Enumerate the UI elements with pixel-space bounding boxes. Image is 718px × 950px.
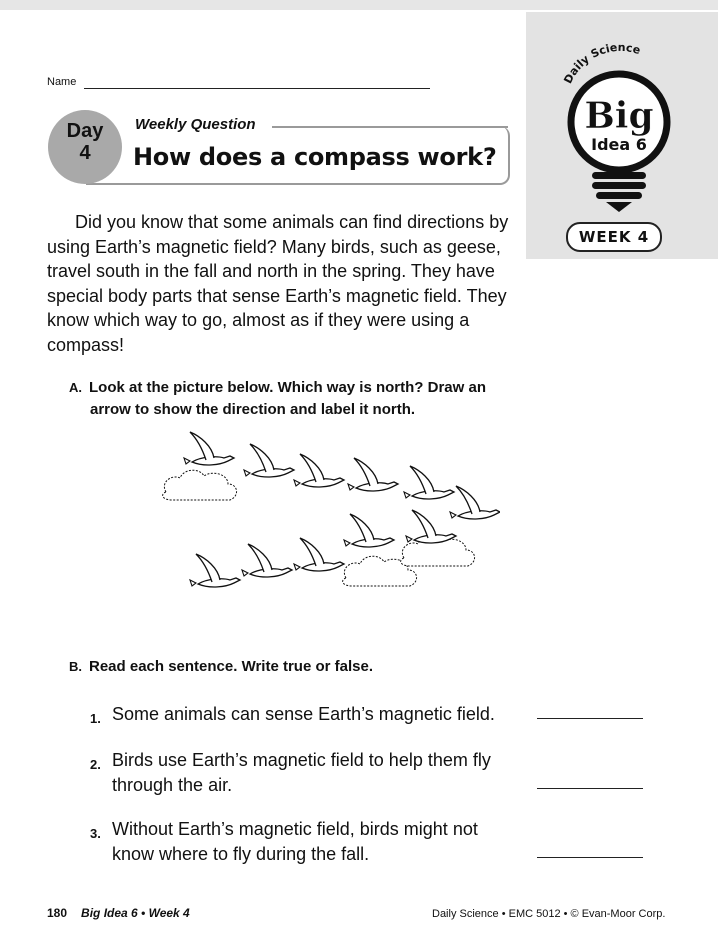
answer-blank-1[interactable] bbox=[537, 718, 643, 719]
question-text: Without Earth’s magnetic field, birds might not know where to fly during the fall. bbox=[112, 819, 478, 864]
badge-series: Daily Science bbox=[561, 40, 642, 86]
intro-text: Did you know that some animals can find directions by using Earth’s magnetic field? Many birds, such as geese, travel south in the fall and north in the spring. They have special body parts that sense Earth’s magnetic field. They know which way to go, almost as if they were using a compass! bbox=[47, 212, 509, 355]
section-b bbox=[69, 658, 373, 675]
page-title: How does a compass work? bbox=[133, 143, 497, 171]
question-number: 3. bbox=[90, 826, 101, 841]
question-number: 1. bbox=[90, 711, 101, 726]
section-a bbox=[69, 377, 519, 421]
geese-flock-illustration[interactable] bbox=[160, 428, 500, 598]
week-badge: WEEK 4 bbox=[566, 222, 662, 252]
badge-big: Big bbox=[584, 95, 654, 137]
badge-idea: Idea 6 bbox=[591, 135, 647, 154]
section-a-line2: arrow to show the direction and label it north. bbox=[90, 401, 416, 418]
section-a-letter: A. bbox=[69, 380, 82, 395]
footer-credit: Daily Science • EMC 5012 • © Evan-Moor Corp. bbox=[432, 908, 666, 920]
answer-blank-3[interactable] bbox=[537, 857, 643, 858]
section-a-line1: Look at the picture below. Which way is north? Draw an bbox=[89, 379, 486, 396]
question-text: Birds use Earth’s magnetic field to help them fly through the air. bbox=[112, 750, 491, 795]
name-label: Name bbox=[47, 76, 77, 88]
footer-left bbox=[47, 906, 190, 920]
intro-paragraph bbox=[47, 210, 517, 357]
page-number: 180 bbox=[47, 906, 68, 920]
question-item bbox=[90, 702, 520, 727]
weekly-question-label: Weekly Question bbox=[135, 116, 256, 133]
section-b-letter: B. bbox=[69, 659, 82, 674]
title-frame-rule bbox=[272, 126, 508, 128]
day-badge bbox=[48, 110, 122, 184]
day-number: 4 bbox=[79, 142, 91, 164]
question-item bbox=[90, 817, 520, 866]
name-field[interactable] bbox=[84, 88, 430, 89]
question-text: Some animals can sense Earth’s magnetic field. bbox=[112, 704, 495, 724]
answer-blank-2[interactable] bbox=[537, 788, 643, 789]
question-number: 2. bbox=[90, 757, 101, 772]
footer-reference: Big Idea 6 • Week 4 bbox=[81, 906, 190, 920]
section-b-instruction: Read each sentence. Write true or false. bbox=[89, 658, 373, 675]
question-item bbox=[90, 748, 510, 797]
page-top-border bbox=[0, 0, 718, 10]
day-word: Day bbox=[66, 120, 104, 142]
